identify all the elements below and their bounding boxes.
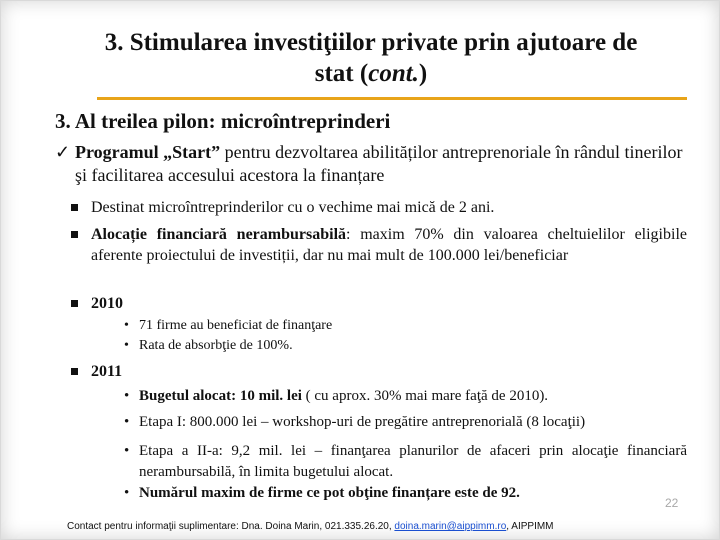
email-link[interactable]: doina.marin@aippimm.ro (394, 521, 507, 532)
bullet-icon: • (124, 388, 130, 404)
bullet-icon: • (124, 318, 129, 333)
list-item-2010-firms (124, 316, 687, 335)
alocatie-label: Alocație financiară nerambursabilă (91, 226, 347, 243)
square-bullet-icon (71, 368, 78, 375)
bullet-icon: • (124, 338, 129, 353)
bullet-icon: • (124, 485, 130, 501)
title-cont: cont. (368, 60, 419, 87)
title-line-1: 3. Stimularea investiţiilor private prin ajutoare de (104, 29, 638, 56)
page-number: 22 (665, 496, 679, 510)
list-item-destinat (91, 197, 687, 218)
program-item (55, 141, 695, 187)
footer-suffix: , AIPPIMM (506, 521, 554, 532)
square-bullet-icon (71, 231, 78, 238)
list-item-2010 (91, 293, 687, 314)
title-line-2 (41, 58, 701, 89)
square-bullet-icon (71, 300, 78, 307)
title-line-2-start: stat ( (314, 60, 369, 87)
rate-text: Rata de absorbţie de 100%. (139, 338, 293, 353)
budget-label: Bugetul alocat: 10 mil. lei (139, 388, 302, 404)
year-2011: 2011 (91, 363, 123, 380)
list-item-2011-budget (124, 386, 687, 407)
list-item-2011-stage1 (124, 412, 687, 433)
program-text (55, 141, 695, 187)
title-line-2-end: ) (418, 60, 428, 87)
bullet-icon: • (124, 443, 130, 459)
list-item-2011 (91, 361, 687, 382)
destinat-text: Destinat microîntreprinderilor cu o vechime mai mică de 2 ani. (91, 199, 495, 216)
list-item-2011-maxfirms (124, 483, 687, 504)
firms-text: 71 firme au beneficiat de finanţare (139, 318, 333, 333)
square-bullet-icon (71, 204, 78, 211)
year-2010: 2010 (91, 295, 123, 312)
bullet-icon: • (124, 414, 130, 430)
program-name: Programul „Start” (75, 142, 221, 162)
budget-text: ( cu aprox. 30% mai mare faţă de 2010). (301, 388, 549, 404)
list-item-2010-rate (124, 336, 687, 355)
stage2-text: Etapa a II-a: 9,2 mil. lei – finanţarea planurilor de afaceri prin alocaţie financiară nerambursabilă, în limita bugetului alocat. (139, 443, 687, 480)
program-description: pentru dezvoltarea abilităților antreprenoriale în rândul tinerilor şi facilitarea accesului acestora la finanțare (75, 142, 683, 185)
footer-text: Contact pentru informaţii suplimentare: Dna. Doina Marin, 021.335.26.20, (67, 521, 395, 532)
title-underline (97, 97, 687, 100)
stage1-text: Etapa I: 800.000 lei – workshop-uri de pregătire antreprenorială (8 locaţii) (139, 414, 586, 430)
footer-contact (67, 521, 554, 532)
maxfirms-text: Numărul maxim de firme ce pot obţine finanțare este de 92. (139, 485, 520, 501)
slide-title (41, 27, 701, 89)
list-item-2011-stage2 (124, 441, 687, 483)
check-icon: ✓ (55, 142, 71, 162)
pillar-heading: 3. Al treilea pilon: microîntreprinderi (55, 109, 391, 133)
list-item-alocatie (91, 224, 687, 266)
alocatie-text: : maxim 70% din valoarea cheltuielilor eligibile aferente proiectului de investiții, dar nu mai mult de 100.000 lei/beneficiar (91, 226, 687, 264)
